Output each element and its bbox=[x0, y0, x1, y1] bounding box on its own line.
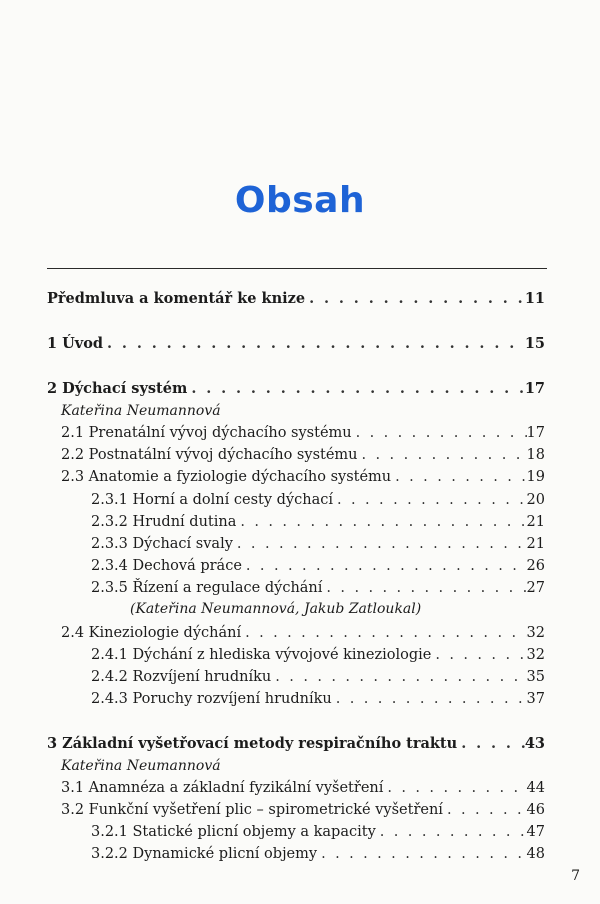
page-number: 7 bbox=[571, 868, 580, 884]
toc-entry-page: 21 bbox=[526, 514, 545, 530]
toc-entry-page: 18 bbox=[526, 447, 545, 463]
leader-dots bbox=[431, 644, 526, 666]
toc-entry-page: 32 bbox=[526, 647, 545, 663]
leader-dots bbox=[383, 777, 526, 799]
leader-dots bbox=[332, 688, 527, 710]
title-rule bbox=[47, 268, 547, 269]
leader-dots bbox=[358, 444, 527, 466]
leader-dots bbox=[187, 378, 525, 400]
toc-entry-page: 32 bbox=[526, 625, 545, 641]
toc-entry-section[interactable] bbox=[47, 622, 545, 644]
toc-entry-preface[interactable] bbox=[47, 288, 545, 310]
toc-entry-subsection[interactable] bbox=[47, 511, 545, 533]
toc-entry-page: 26 bbox=[526, 558, 545, 574]
toc-entry-page: 35 bbox=[526, 669, 545, 685]
leader-dots bbox=[352, 422, 527, 444]
toc-entry-title: 2.4.3 Poruchy rozvíjení hrudníku bbox=[91, 691, 332, 707]
toc-entry-page: 20 bbox=[526, 492, 545, 508]
toc-entry-section[interactable] bbox=[47, 799, 545, 821]
toc-entry-subsection[interactable] bbox=[47, 577, 545, 599]
toc-entry-chapter-1[interactable] bbox=[47, 333, 545, 355]
toc-entry-subsection[interactable] bbox=[47, 688, 545, 710]
toc-entry-section[interactable] bbox=[47, 444, 545, 466]
leader-dots bbox=[233, 533, 527, 555]
leader-dots bbox=[391, 466, 526, 488]
toc-entry-page: 11 bbox=[524, 290, 545, 307]
toc-entry-chapter-2[interactable] bbox=[47, 378, 545, 400]
toc-entry-title: 2.1 Prenatální vývoj dýchacího systému bbox=[61, 425, 352, 441]
toc-entry-subsection[interactable] bbox=[47, 666, 545, 688]
toc-entry-title: 2.3.3 Dýchací svaly bbox=[91, 536, 233, 552]
toc-entry-title: 2.4.2 Rozvíjení hrudníku bbox=[91, 669, 272, 685]
chapter-author: Kateřina Neumannová bbox=[61, 403, 221, 419]
toc-entry-section[interactable] bbox=[47, 422, 545, 444]
toc-entry-page: 37 bbox=[526, 691, 545, 707]
toc-entry-title: 2.3.2 Hrudní dutina bbox=[91, 514, 237, 530]
leader-dots bbox=[242, 555, 527, 577]
toc-entry-title: 1 Úvod bbox=[47, 335, 104, 352]
page-title: Obsah bbox=[234, 180, 366, 221]
toc-entry-page: 44 bbox=[526, 780, 545, 796]
toc-entry-title: Předmluva a komentář ke knize bbox=[47, 290, 306, 307]
toc-entry-title: 3.2.2 Dynamické plicní objemy bbox=[91, 846, 318, 862]
toc-entry-title: 3.2 Funkční vyšetření plic – spirometrické vyšetření bbox=[61, 802, 443, 818]
chapter-author: Kateřina Neumannová bbox=[61, 758, 221, 774]
leader-dots bbox=[236, 511, 526, 533]
toc-entry-page: 21 bbox=[526, 536, 545, 552]
toc-entry-subsection[interactable] bbox=[47, 821, 545, 843]
toc-entry-page: 47 bbox=[526, 824, 545, 840]
toc-entry-title: 2 Dýchací systém bbox=[47, 380, 188, 397]
leader-dots bbox=[271, 666, 526, 688]
toc-entry-page: 17 bbox=[524, 380, 545, 397]
toc-entry-title: 2.3.4 Dechová práce bbox=[91, 558, 242, 574]
toc-entry-page: 27 bbox=[526, 580, 545, 596]
leader-dots bbox=[333, 489, 527, 511]
toc-entry-section[interactable] bbox=[47, 466, 545, 488]
toc-entry-subsection[interactable] bbox=[47, 644, 545, 666]
toc-entry-page: 19 bbox=[526, 469, 545, 485]
toc-entry-title: 2.2 Postnatální vývoj dýchacího systému bbox=[61, 447, 358, 463]
leader-dots bbox=[305, 288, 525, 310]
toc-entry-title: 2.3 Anatomie a fyziologie dýchacího systému bbox=[61, 469, 392, 485]
toc-entry-title: 2.3.5 Řízení a regulace dýchání bbox=[91, 580, 323, 596]
leader-dots bbox=[241, 622, 526, 644]
toc-entry-subsection[interactable] bbox=[47, 843, 545, 865]
toc-entry-page: 17 bbox=[526, 425, 545, 441]
leader-dots bbox=[376, 821, 527, 843]
toc-entry-title: 3 Základní vyšetřovací metody respiračního traktu bbox=[47, 735, 458, 752]
toc-entry-page: 43 bbox=[524, 735, 545, 752]
leader-dots bbox=[317, 843, 526, 865]
toc-entry-page: 48 bbox=[526, 846, 545, 862]
leader-dots bbox=[103, 333, 525, 355]
leader-dots bbox=[457, 733, 525, 755]
toc-entry-title: 3.2.1 Statické plicní objemy a kapacity bbox=[91, 824, 376, 840]
toc-entry-subsection[interactable] bbox=[47, 555, 545, 577]
section-authors: (Kateřina Neumannová, Jakub Zatloukal) bbox=[130, 601, 422, 617]
leader-dots bbox=[322, 577, 526, 599]
toc-entry-title: 2.4 Kineziologie dýchání bbox=[61, 625, 242, 641]
toc-entry-title: 2.3.1 Horní a dolní cesty dýchací bbox=[91, 492, 333, 508]
toc-entry-page: 15 bbox=[524, 335, 545, 352]
toc-entry-chapter-3[interactable] bbox=[47, 733, 545, 755]
leader-dots bbox=[443, 799, 527, 821]
toc-entry-title: 2.4.1 Dýchání z hlediska vývojové kineziologie bbox=[91, 647, 432, 663]
toc-entry-title: 3.1 Anamnéza a základní fyzikální vyšetření bbox=[61, 780, 384, 796]
toc-entry-subsection[interactable] bbox=[47, 489, 545, 511]
toc-entry-section[interactable] bbox=[47, 777, 545, 799]
toc-entry-subsection[interactable] bbox=[47, 533, 545, 555]
toc-entry-page: 46 bbox=[526, 802, 545, 818]
